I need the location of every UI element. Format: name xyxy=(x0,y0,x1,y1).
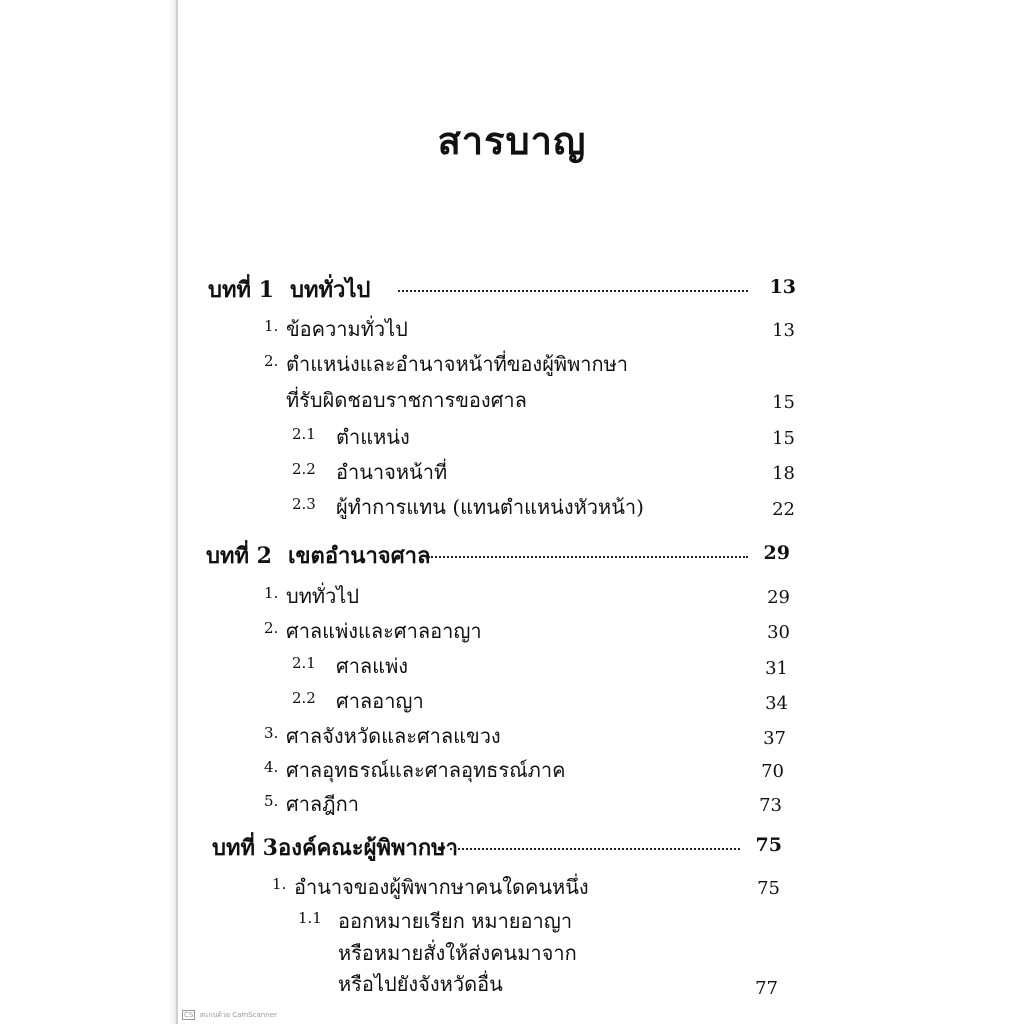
page-number: 73 xyxy=(759,795,782,816)
item-text: ศาลอาญา xyxy=(336,689,424,713)
page-number: 70 xyxy=(761,761,784,782)
item-number: 2.2 xyxy=(292,689,316,707)
item-text: ออกหมายเรียก หมายอาญา xyxy=(338,909,573,933)
item-number: 2. xyxy=(264,619,279,637)
page-number: 77 xyxy=(755,978,778,999)
page-number: 18 xyxy=(772,463,795,484)
toc-title: สารบาญ xyxy=(437,118,587,163)
page-number: 15 xyxy=(772,428,795,449)
item-text: ศาลแพ่งและศาลอาญา xyxy=(286,619,482,643)
scanner-logo-icon: CS xyxy=(184,1011,194,1019)
item-text-continued: ที่รับผิดชอบราชการของศาล xyxy=(286,388,527,412)
item-number: 1.1 xyxy=(298,909,322,927)
item-text: อำนาจของผู้พิพากษาคนใดคนหนึ่ง xyxy=(294,875,589,899)
page-number: 22 xyxy=(772,499,795,520)
item-number: 1. xyxy=(264,317,279,335)
chapter-label: บทที่ 2 xyxy=(206,543,272,569)
chapter-3-heading xyxy=(212,830,802,860)
item-number: 2.2 xyxy=(292,460,316,478)
item-number: 2.1 xyxy=(292,654,316,672)
item-number: 3. xyxy=(264,724,279,742)
item-text: ตำแหน่ง xyxy=(336,425,410,449)
scanner-watermark-text: สแกนด้วย CamScanner xyxy=(199,1011,277,1019)
page-number: 15 xyxy=(772,392,795,413)
chapter-label: บทที่ 1 xyxy=(208,277,274,303)
page-number: 75 xyxy=(757,878,780,899)
item-text: ผู้ทำการแทน (แทนตำแหน่งหัวหน้า) xyxy=(336,495,644,519)
item-text-continued: หรือไปยังจังหวัดอื่น xyxy=(338,972,503,996)
item-text: ศาลแพ่ง xyxy=(336,654,409,678)
item-number: 1. xyxy=(264,584,279,602)
chapter-title: บททั่วไป xyxy=(290,277,371,303)
item-text: บททั่วไป xyxy=(286,584,360,608)
dot-leader xyxy=(450,844,740,850)
item-text-continued: หรือหมายสั่งให้ส่งคนมาจาก xyxy=(338,941,577,965)
page-number: 13 xyxy=(769,276,796,298)
item-text: ศาลอุทธรณ์และศาลอุทธรณ์ภาค xyxy=(286,758,566,782)
item-text: ศาลจังหวัดและศาลแขวง xyxy=(286,724,501,748)
item-number: 2.1 xyxy=(292,425,316,443)
page-number: 29 xyxy=(767,587,790,608)
chapter-2-heading xyxy=(206,538,806,568)
dot-leader xyxy=(398,286,748,292)
chapter-title: องค์คณะผู้พิพากษา xyxy=(278,835,459,861)
item-number: 4. xyxy=(264,758,279,776)
page-number: 29 xyxy=(763,542,790,564)
item-text: ศาลฎีกา xyxy=(286,792,359,816)
dot-leader xyxy=(428,552,748,558)
page-number: 30 xyxy=(767,622,790,643)
page-number: 31 xyxy=(765,658,788,679)
page-number: 34 xyxy=(765,693,788,714)
item-text: ข้อความทั่วไป xyxy=(286,317,408,341)
chapter-label: บทที่ 3 xyxy=(212,835,278,861)
item-number: 5. xyxy=(264,792,279,810)
item-text: อำนาจหน้าที่ xyxy=(336,460,448,484)
page-number: 13 xyxy=(772,320,795,341)
item-number: 2. xyxy=(264,352,279,370)
page-number: 75 xyxy=(755,834,782,856)
item-text: ตำแหน่งและอำนาจหน้าที่ของผู้พิพากษา xyxy=(286,352,629,376)
item-number: 2.3 xyxy=(292,495,316,513)
chapter-1-heading xyxy=(208,272,808,302)
scanner-watermark xyxy=(182,1010,277,1021)
chapter-title: เขตอำนาจศาล xyxy=(288,543,431,569)
item-number: 1. xyxy=(272,875,287,893)
page-number: 37 xyxy=(763,728,786,749)
